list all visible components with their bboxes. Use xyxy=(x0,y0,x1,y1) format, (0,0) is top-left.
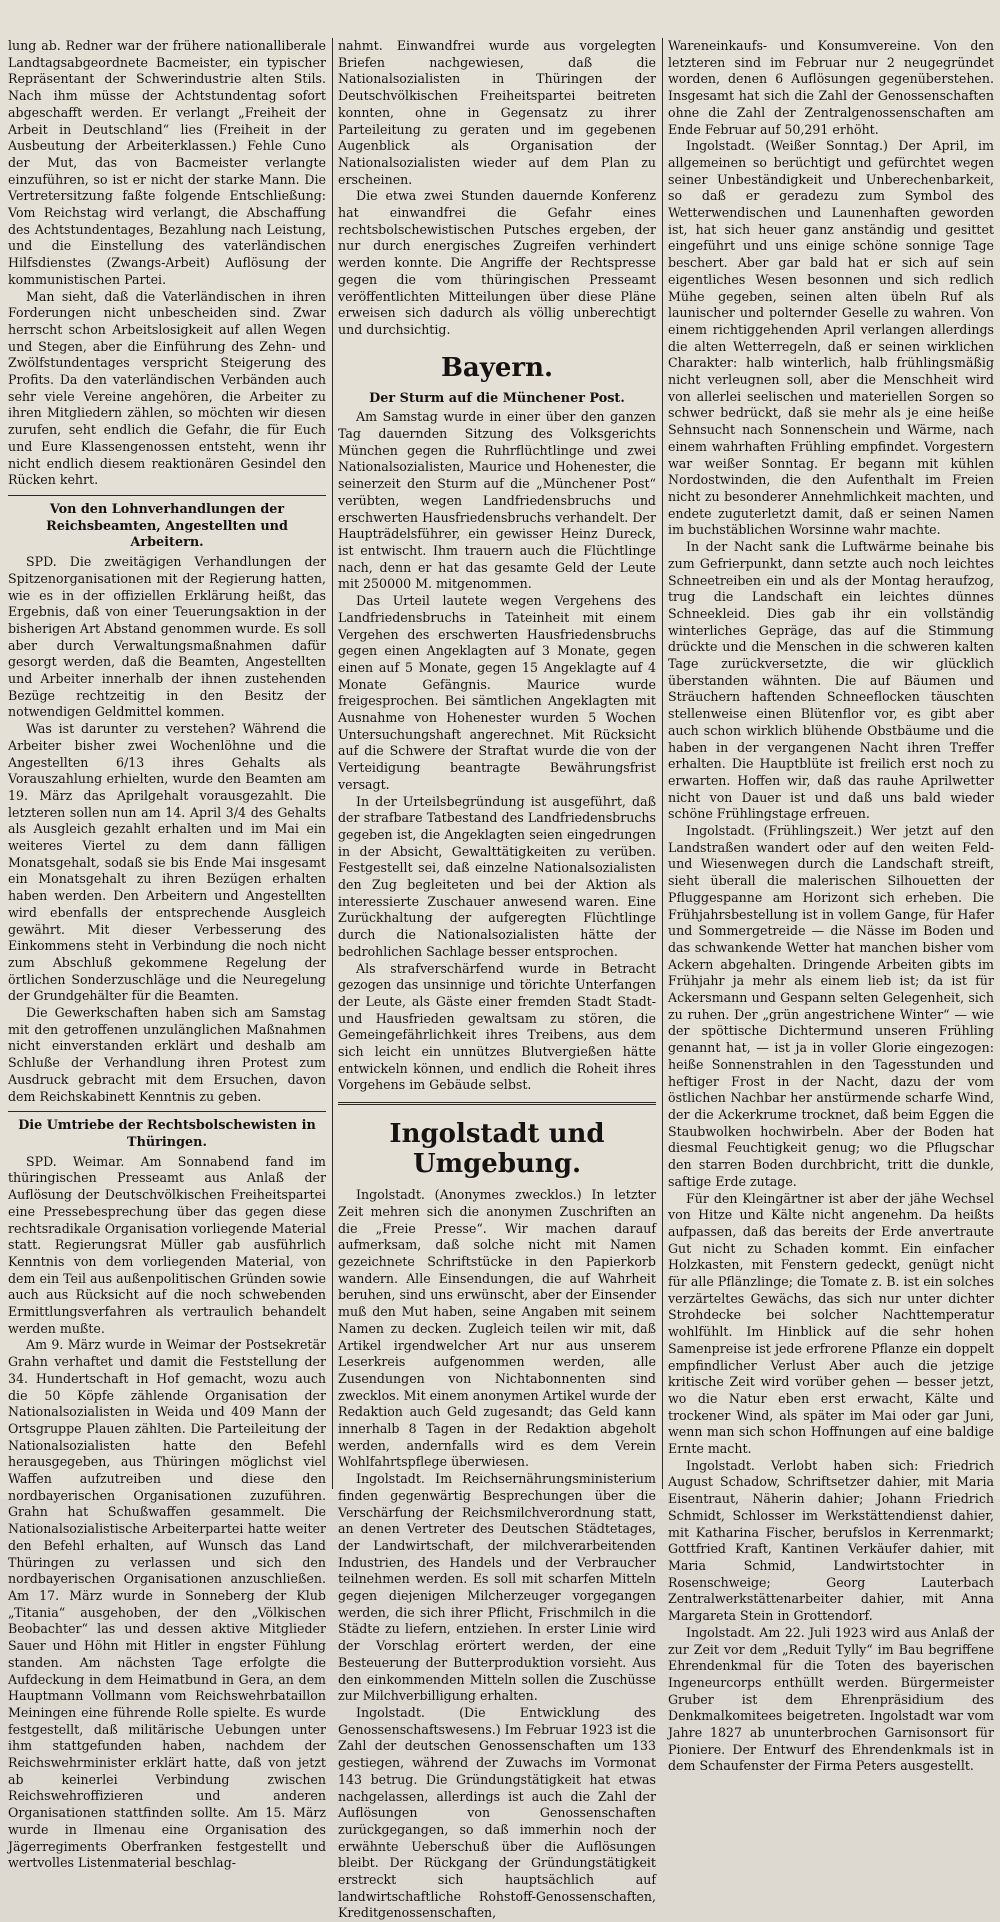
article-headline: Die Umtriebe der Rechtsbolschewisten in Thüringen. xyxy=(18,1118,316,1150)
article-paragraph: Man sieht, daß die Vaterländischen in ihren Forderungen nicht unbescheiden sind. Zwar herrscht schon Arbeitslosigkeit auf allen Wegen und Stegen, aber die Einführung des Zehn- und Zwölfstundentages verspricht Steigerung des Profits. Da den vaterländischen Verbänden auch sehr viele Vereine angehören, die Arbeiter zu ihren Mitgliedern zählen, so möchten wir diesen zurufen, seht endlich die Gefahr, die für Euch und Eure Klassengenossen entsteht, wenn ihr nicht endlich diesem reaktionären Gesindel den Rücken kehrt. xyxy=(8,288,326,488)
section-heading-ingolstadt: Ingolstadt und Umgebung. xyxy=(389,1119,605,1180)
section-heading-bayern: Bayern. xyxy=(440,352,554,383)
article-paragraph: In der Nacht sank die Luftwärme beinahe bis zum Gefrierpunkt, dann setzte auch noch leichtes Schneetreiben ein und als der Montag heraufzog, trug die Landschaft ein leichtes dünnes Schneekleid. Dies gab ihr ein vollständig winterliches Gepräge, das auf die Stimmung drückte und die Menschen in die schweren kalten Tage zurückversetzte, die wir glücklich überstanden wähnten. Die auf Bäumen und Sträuchern haftenden Schneeflocken täuschten stellenweise einen Blütenflor vor, es gibt aber auch schon wirklich blühende Obstbäume und die haben in der vergangenen Nacht ihren Treffer erhalten. Die Hauptblüte ist freilich erst noch zu erwarten. Hoffen wir, daß das rauhe Aprilwetter nicht von Dauer ist und daß uns bald wieder schöne Frühlingstage erfreuen. xyxy=(668,539,994,822)
article-paragraph: Ingolstadt. (Die Entwicklung des Genossenschaftswesens.) Im Februar 1923 ist die Zahl der deutschen Genossenschaften um 133 gestiegen, während der Zuwachs im Vormonat 143 betrug. Die Gründungstätigkeit hat etwas nachgelassen, allerdings ist auch die Zahl der Auflösungen von Genossenschaften zurückgegangen, so daß immerhin noch der erwähnte Ueberschuß über die Auflösungen bleibt. Der Rückgang der Gründungstätigkeit erstreckt sich hauptsächlich auf landwirtschaftliche Rohstoff-Genossenschaften, Kreditgenossenschaften, xyxy=(338,1704,656,1921)
article-paragraph: nahmt. Einwandfrei wurde aus vorgelegten Briefen nachgewiesen, daß die Nationalsozialisten in Thüringen der Deutschvölkischen Freiheitspartei beitreten konnten, ohne in Gegensatz zu ihrer Parteileitung zu geraten und im gegebenen Augenblick als Organisation der Nationalsozialisten wieder auf dem Plan zu erscheinen. xyxy=(338,38,656,187)
article-paragraph: Für den Kleingärtner ist aber der jähe Wechsel von Hitze und Kälte nicht angenehm. Da heißts aufpassen, daß das bereits der Erde anvertraute Gut nicht zu Schaden kommt. Ein einfacher Holzkasten, mit Fenstern gedeckt, genügt nicht für alle Pflänzlinge; die Tomate z. B. ist ein solches verzärteltes Gewächs, das sich nur unter dichter Strohdecke bei solcher Nachttemperatur wohlfühlt. Im Hinblick auf die sehr hohen Samenpreise ist jede erfrorene Pflanze ein doppelt empfindlicher Verlust Aber auch die jetzige kritische Zeit wird vorüber gehen — besser jetzt, wo die Natur eben erst erwacht, Kälte und trockener Wind, als später im Mai oder gar Juni, wenn man sich schon Hoffnungen auf eine baldige Ernte macht. xyxy=(668,1190,994,1457)
article-paragraph: Wareneinkaufs- und Konsumvereine. Von den letzteren sind im Februar nur 2 neugegründet worden, denen 6 Auflösungen gegenüberstehen. Insgesamt hat sich die Zahl der Genossenschaften ohne die Zahl der Zentralgenossenschaften am Ende Februar auf 50,291 erhöht. xyxy=(668,38,994,137)
article-headline: Von den Lohnverhandlungen der Reichsbeamten, Angestellten und Arbeitern. xyxy=(46,501,288,551)
article-paragraph: SPD. Weimar. Am Sonnabend fand im thüringischen Presseamt aus Anlaß der Auflösung der Deutschvölkischen Freiheitspartei eine Pressebesprechung über das gegen diese rechtsradikale Organisation vorliegende Material statt. Regierungsrat Müller gab ausführlich Kenntnis von dem vorliegenden Material, von dem ein Teil aus außenpolitischen Gründen sowie auch aus Rücksicht auf die noch schwebenden Ermittlungsverfahren als vertraulich behandelt werden mußte. xyxy=(8,1153,326,1336)
article-separator xyxy=(8,1111,326,1112)
section-separator xyxy=(338,1102,656,1105)
article-paragraph: SPD. Die zweitägigen Verhandlungen der Spitzenorganisationen mit der Regierung hatten, wie es in der offiziellen Erklärung heißt, das Ergebnis, daß von einer Teuerungsaktion in der bisherigen Art Abstand genommen wurde. Es soll aber durch Verwaltungsmaßnahmen dafür gesorgt werden, daß die Beamten, Angestellten und Arbeiter innerhalb der ihnen zustehenden Bezüge rechtzeitig in den Besitz der notwendigen Geldmittel kommen. xyxy=(8,554,326,720)
article-paragraph: Ingolstadt. Verlobt haben sich: Friedrich August Schadow, Schriftsetzer dahier, mit Maria Eisentraut, Näherin dahier; Johann Friedrich Schmidt, Schlosser im Werkstättendienst dahier, mit Katharina Fischer, berufslos in Kerrenmarkt; Gottfried Kraft, Kantinen Verkäufer dahier, mit Maria Schmid, Landwirtstochter in Rosenschweige; Georg Lauterbach Zentralwerkstättenarbeiter dahier, mit Anna Margareta Stein in Grottendorf. xyxy=(668,1457,994,1624)
column-middle xyxy=(338,38,656,1921)
article-paragraph: Was ist darunter zu verstehen? Während die Arbeiter bisher zwei Wochenlöhne und die Angestellten 6/13 ihres Gehalts als Vorauszahlung erhielten, wurde den Beamten am 19. März das Aprilgehalt vorausgezahlt. Die letzteren sollen nun am 14. April 3/4 des Gehalts als Ausgleich gezahlt erhalten und im Mai ein weiteres Viertel zu dem dann fälligen Monatsgehalt, sodaß sie bis Ende Mai insgesamt ein Monatsgehalt zu ihren Bezügen erhalten haben werden. Den Arbeitern und Angestellten wird ebenfalls der entsprechende Ausgleich gewährt. Mit dieser Verbesserung des Einkommens steht in Verbindung die noch nicht zum Abschluß gekommene Regelung der örtlichen Sonderzuschläge und die Neuregelung der Grundgehälter für die Beamten. xyxy=(8,721,326,1004)
article-paragraph: Die Gewerkschaften haben sich am Samstag mit den getroffenen unzulänglichen Maßnahmen nicht einverstanden erklärt und deshalb am Schluße der Verhandlung ihren Protest zum Ausdruck gebracht mit dem Ersuchen, davon dem Reichskabinett Kenntnis zu geben. xyxy=(8,1005,326,1104)
article-paragraph: Als strafverschärfend wurde in Betracht gezogen das unsinnige und törichte Unterfangen der Leute, als Gäste einer fremden Stadt Stadt- und Hausfrieden gewaltsam zu stören, die Gemeingefährlichkeit ihres Treibens, aus dem sich leicht ein unnützes Blutvergießen hätte entwickeln können, und endlich die Roheit ihres Vorgehens im Gebäude selbst. xyxy=(338,960,656,1093)
column-rule xyxy=(662,38,663,1489)
article-paragraph: Ingolstadt. (Weißer Sonntag.) Der April, im allgemeinen so berüchtigt und gefürchtet wegen seiner Unbeständigkeit und Unberechenbarkeit, so daß er geradezu zum Symbol des Wetterwendischen und Launenhaften geworden ist, hat sich heuer ganz anständig und gesittet eingeführt und uns einige schöne sonnige Tage beschert. Aber gar bald hat er sich auf sein eigentliches Wesen besonnen und sich redlich Mühe gegeben, seinen alten übeln Ruf als launischer und polternder Geselle zu wahren. Von einem richtiggehenden April verlangen allerdings die alten Wetterregeln, daß er seinen wirklichen Charakter: halb winterlich, halb frühlingsmäßig nicht verleugnen soll, aber die Menschheit wird von allerlei seelischen und materiellen Sorgen so schwer bedrückt, daß sie mehr als je eine heiße Sehnsucht nach Sonnenschein und Wärme, nach einem wahrhaften Frühling empfindet. Vorgestern war weißer Sonntag. Er begann mit kühlen Nordostwinden, die den Aufenthalt im Freien nicht zu besonderer Annehmlichkeit machten, und endete zuguterletzt damit, daß er seinen Namen im buchstäblichen Worsinne wahr machte. xyxy=(668,138,994,538)
article-paragraph: Die etwa zwei Stunden dauernde Konferenz hat einwandfrei die Gefahr eines rechtsbolschewistischen Putsches ergeben, der nur durch energisches Zugreifen verhindert werden konnte. Die Angriffe der Rechtspresse gegen die vom thüringischen Presseamt veröffentlichten Mitteilungen über diese Pläne erweisen sich dadurch als völlig unberechtigt und durchsichtig. xyxy=(338,188,656,337)
article-paragraph: Am Samstag wurde in einer über den ganzen Tag dauernden Sitzung des Volksgerichts München gegen die Ruhrflüchtlinge und zwei Nationalsozialisten, Maurice und Hohenester, die seinerzeit den Sturm auf die „Münchener Post“ verübten, wegen Landfriedensbruchs und erschwerten Hausfriedensbruchs verhandelt. Der Haupträdelsführer, ein gewisser Heinz Dureck, ist entwischt. Ihm trauern auch die Flüchtlinge nach, denn er hat das gesamte Geld der Leute mit 250000 M. mitgenommen. xyxy=(338,409,656,592)
article-separator xyxy=(8,495,326,496)
column-rule xyxy=(332,38,333,1489)
article-paragraph: Ingolstadt. Im Reichsernährungsministerium finden gegenwärtig Besprechungen über die Verschärfung der Reichsmilchverordnung statt, an denen Vertreter des Deutschen Städtetages, der Landwirtschaft, der milchverarbeitenden Industrien, des Handels und der Verbraucher teilnehmen werden. Es soll mit scharfen Mitteln gegen diejenigen Milcherzeuger vorgegangen werden, die sich ihrer Pflicht, Frischmilch in die Städte zu liefern, entziehen. In erster Linie wird der Vorschlag erörtert werden, der eine Besteuerung der Butterproduktion vorsieht. Aus den einkommenden Mitteln sollen die Zuschüsse zur Milchverbilligung erhalten. xyxy=(338,1471,656,1704)
article-paragraph: In der Urteilsbegründung ist ausgeführt, daß der strafbare Tatbestand des Landfriedensbruchs gegeben ist, die Angeklagten seien eingedrungen in der Absicht, Gewalttätigkeiten zu verüben. Festgestellt sei, daß einzelne Nationalsozialisten den Zug begleiteten und bei der Aktion als interessierte Zuschauer anwesend waren. Eine Zurückhaltung der aufgeregten Flüchtlinge durch die Nationalsozialisten hätte der bedrohlichen Sachlage besser entsprochen. xyxy=(338,793,656,959)
article-paragraph: lung ab. Redner war der frühere nationalliberale Landtagsabgeordnete Bacmeister, ein typischer Repräsentant der Schwerindustrie alten Stils. Nach ihm müsse der Achtstundentag sofort abgeschafft werden. Er verlangt „Freiheit der Arbeit in Deutschland“ lies (Freiheit in der Ausbeutung der Arbeiterklassen.) Fehle Cuno der Mut, das von Bacmeister verlangte einzuführen, so ist er nicht der starke Mann. Die Vertretersitzung faßte folgende Entschließung: Vom Reichstag wird verlangt, die Abschaffung des Achtstundentages, Bezahlung nach Leistung, und die Einstellung des vaterländischen Hilfsdienstes (Zwangs-Arbeit) Auflösung der kommunistischen Partei. xyxy=(8,38,326,287)
column-left xyxy=(8,38,326,1871)
article-headline: Der Sturm auf die Münchener Post. xyxy=(369,390,625,406)
column-right xyxy=(668,38,994,1774)
article-paragraph: Ingolstadt. (Frühlingszeit.) Wer jetzt auf den Landstraßen wandert oder auf den weiten Feld- und Wiesenwegen durch die Landschaft streift, sieht überall die malerischen Silhouetten der Pfluggespanne am Horizont sich erheben. Die Frühjahrsbestellung ist in vollem Gange, für Hafer und Sommergetreide — die Nässe im Boden und das schwankende Wetter hat manchen bisher vom Ackern abgehalten. Dringende Arbeiten gibts im Frühjahr ja mehr als einem lieb ist; da ist für Ackersmann und Gespann selten Gelegenheit, sich zu ruhen. Der „grün angestrichene Winter“ — wie der spöttische Dichtermund unseren Frühling genannt hat, — ist ja in voller Glorie eingezogen: heiße Sonnenstrahlen in den Tagesstunden und heftiger Frost in der Nacht, dazu der vom östlichen Nachbar her anstürmende scharfe Wind, der die Ackerkrume trocknet, daß beim Eggen die Staubwolken hochwirbeln. Aber der Boden hat diesmal Feuchtigkeit genug; wo die Pflugschar den starren Boden durchbricht, tritt die dunkle, saftige Erde zutage. xyxy=(668,823,994,1189)
article-paragraph: Ingolstadt. (Anonymes zwecklos.) In letzter Zeit mehren sich die anonymen Zuschriften an die „Freie Presse“. Wir machen darauf aufmerksam, daß solche nicht mit Namen gezeichnete Schriftstücke in den Papierkorb wandern. Alle Einsendungen, die auf Wahrheit beruhen, sind uns erwünscht, aber der Einsender muß den Mut haben, seine Angaben mit seinem Namen zu decken. Zugleich teilen wir mit, daß Artikel irgendwelcher Art nur aus unserem Leserkreis aufgenommen werden, alle Zusendungen von Nichtabonnenten sind zwecklos. Mit einem anonymen Artikel wurde der Redaktion auch Geld zugesandt; das Geld kann innerhalb 8 Tagen in der Redaktion abgeholt werden, andernfalls wird es dem Verein Wohlfahrtspflege überwiesen. xyxy=(338,1187,656,1470)
article-paragraph: Das Urteil lautete wegen Vergehens des Landfriedensbruchs in Tateinheit mit einem Vergehen des erschwerten Hausfriedensbruchs gegen einen Angeklagten auf 3 Monate, gegen einen auf 5 Monate, gegen 15 Angeklagte auf 4 Monate Gefängnis. Maurice wurde freigesprochen. Bei sämtlichen Angeklagten mit Ausnahme von Hohenester wurden 5 Wochen Untersuchungshaft angerechnet. Mit Rücksicht auf die Schwere der Straftat wurde die von der Verteidigung beantragte Bewährungsfrist versagt. xyxy=(338,593,656,792)
article-paragraph: Ingolstadt. Am 22. Juli 1923 wird aus Anlaß der zur Zeit vor dem „Reduit Tylly“ im Bau begriffene Ehrendenkmal für die Toten des bayerischen Ingeneurcorps enthüllt werden. Bürgermeister Gruber ist dem Ehrenpräsidium des Denkmalkomitees beigetreten. Ingolstadt war vom Jahre 1827 ab ununterbrochen Garnisonsort für Pioniere. Der Entwurf des Ehrendenkmals ist in dem Schaufenster der Firma Peters ausgestellt. xyxy=(668,1624,994,1774)
article-paragraph: Am 9. März wurde in Weimar der Postsekretär Grahn verhaftet und damit die Feststellung der 34. Hundertschaft in Hof gemacht, wozu auch die 50 Köpfe zählende Organisation der Nationalsozialisten in Weida und 409 Mann der Ortsgruppe Plauen zählten. Die Parteileitung der Nationalsozialisten hatte den Befehl herausgegeben, aus Thüringen möglichst viel Waffen aufzutreiben und diese den nordbayerischen Organisationen zuzuführen. Grahn hat Schußwaffen gesammelt. Die Nationalsozialistische Arbeiterpartei hatte weiter den Befehl erhalten, auf Wunsch das Land Thüringen zu verlassen und sich den nordbayerischen Organisationen anzuschließen. Am 17. März wurde in Sonneberg der Klub „Titania“ ausgehoben, der den „Völkischen Beobachter“ las und dessen aktive Mitglieder Sauer und Höhn mit Hitler in engster Fühlung standen. Am nächsten Tage erfolgte die Aufdeckung in dem Heimatbund in Gera, an dem Hauptmann Vollmann vom Reichswehrbataillon Meiningen eine führende Rolle spielte. Es wurde festgestellt, daß militärische Uebungen unter ihm stattgefunden haben, nachdem der Reichswehrminister erklärt hatte, daß von jetzt ab keinerlei Verbindung zwischen Reichswehroffizieren und anderen Organisationen stattfinden sollte. Am 15. März wurde in Ilmenau eine Organisation des Jägerregiments Oberfranken festgestellt und wertvolles Listenmaterial beschlag- xyxy=(8,1337,326,1871)
